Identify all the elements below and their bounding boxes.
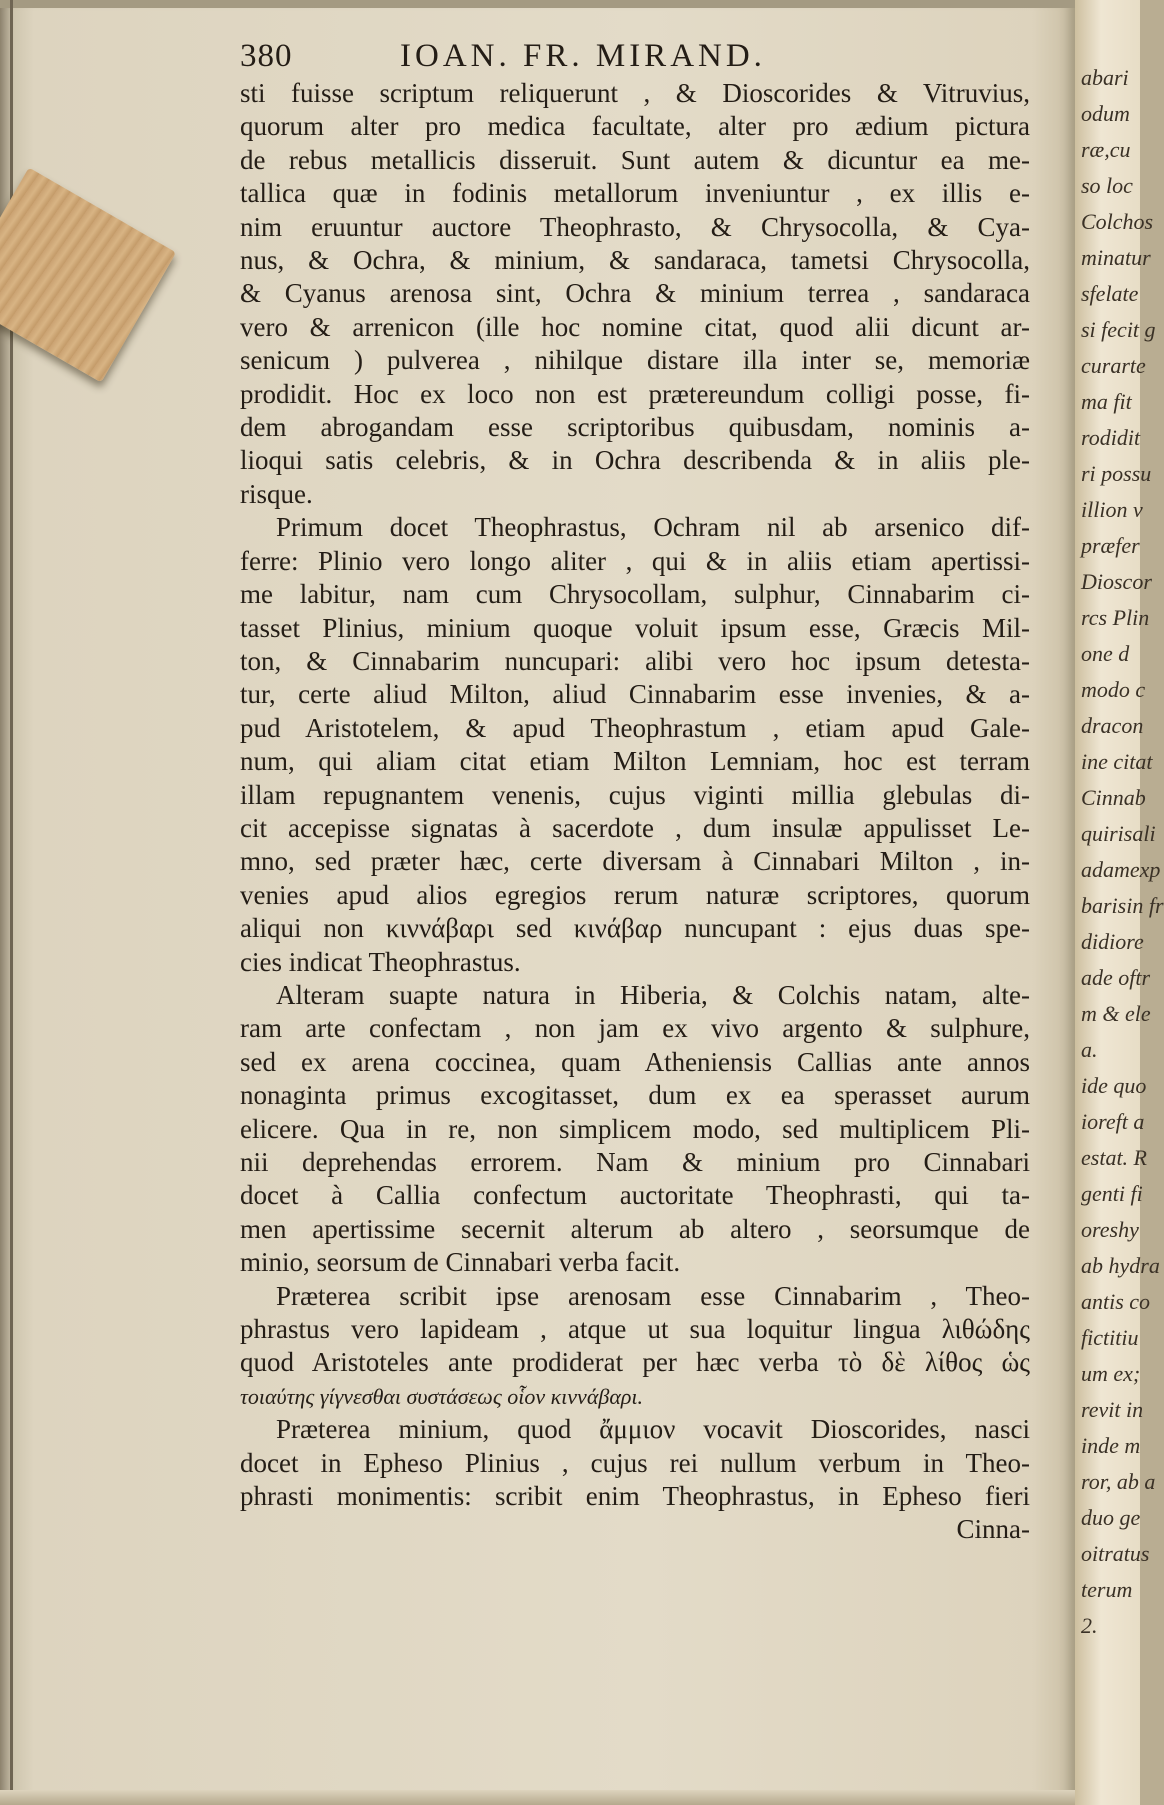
page-number: 380 <box>240 38 293 74</box>
facing-page-fragment: oreshy <box>1081 1217 1139 1242</box>
text-line: nus, & Ochra, & minium, & sandaraca, tametsi Chrysocolla, <box>240 245 1030 276</box>
text-line: nim eruuntur auctore Theophrasto, & Chrysocolla, & Cya- <box>240 211 1030 242</box>
text-line: cies indicat Theophrastus. <box>240 946 521 977</box>
facing-page-fragment: ræ,cu <box>1081 137 1131 162</box>
text-line: Præterea scribit ipse arenosam esse Cinnabarim , Theo- <box>276 1280 1030 1311</box>
facing-page-edge <box>1075 0 1164 1805</box>
facing-page-fragment: ma fit <box>1081 389 1132 414</box>
facing-page-fragment: genti fi <box>1081 1181 1143 1206</box>
facing-page-fragment: one d <box>1081 641 1130 666</box>
text-line: tasset Plinius, minium quoque voluit ipsum esse, Græcis Mil- <box>240 612 1030 643</box>
facing-page-fragment: quirisali <box>1081 821 1156 846</box>
greek-quotation-line: τοιαύτης γίγνεσθαι συστάσεως οἷον κιννάβαρι. <box>240 1383 644 1409</box>
facing-page-fragment: adamexp <box>1081 857 1161 882</box>
facing-page-fragment: ide quo <box>1081 1073 1147 1098</box>
text-line: nonaginta primus excogitasset, dum ex ea sperasset aurum <box>240 1080 1030 1111</box>
facing-page-fragment: modo c <box>1081 677 1146 702</box>
text-line: nii deprehendas errorem. Nam & minium pro Cinnabari <box>240 1147 1030 1177</box>
text-line: Primum docet Theophrastus, Ochram nil ab arsenico dif- <box>276 512 1030 543</box>
text-line: ram arte confectam , non jam ex vivo argento & sulphure, <box>240 1013 1030 1044</box>
text-line: & Cyanus arenosa sint, Ochra & minium terrea , sandaraca <box>240 278 1030 309</box>
facing-page-fragment: estat. R <box>1081 1145 1147 1170</box>
text-line: phrastus vero lapideam , atque ut sua loquitur lingua λιθώδης <box>240 1314 1030 1345</box>
text-line: mno, sed præter hæc, certe diversam à Cinnabari Milton , in- <box>240 846 1030 877</box>
facing-page-fragment: a. <box>1081 1037 1098 1062</box>
facing-page-fragment: ioreft a <box>1081 1109 1145 1134</box>
facing-page-fragment: um ex; <box>1081 1361 1141 1386</box>
facing-page-fragment: didiore <box>1081 929 1144 954</box>
facing-page-fragment: terum <box>1081 1577 1133 1602</box>
text-line: num, qui aliam citat etiam Milton Lemniam, hoc est terram <box>240 746 1030 777</box>
text-line: sti fuisse scriptum reliquerunt , & Dioscorides & Vitruvius, <box>240 78 1030 108</box>
text-line: Præterea minium, quod ἄμμιον vocavit Dioscorides, nasci <box>276 1414 1030 1445</box>
facing-page-fragment: abari <box>1081 65 1129 90</box>
facing-page-fragment: ine citat <box>1081 749 1153 774</box>
facing-page-fragment: ror, ab a <box>1081 1469 1156 1494</box>
text-line: Alteram suapte natura in Hiberia, & Colchis natam, alte- <box>276 979 1030 1010</box>
text-line: phrasti monimentis: scribit enim Theophrastus, in Epheso fieri <box>240 1481 1030 1512</box>
facing-page-fragment: Cinnab <box>1081 785 1146 810</box>
text-line: quorum alter pro medica facultate, alter pro ædium pictura <box>240 111 1030 142</box>
facing-page-fragment: 2. <box>1081 1613 1098 1638</box>
text-line: prodidit. Hoc ex loco non est prætereundum colligi posse, fi- <box>240 378 1030 409</box>
text-line: sed ex arena coccinea, quam Atheniensis Callias ante annos <box>240 1046 1030 1077</box>
facing-page-fragment: antis co <box>1081 1289 1151 1314</box>
facing-page-fragment: præfer <box>1081 533 1140 558</box>
facing-page-fragment: rcs Plin <box>1081 605 1150 630</box>
text-line: quod Aristoteles ante prodiderat per hæc verba τὸ δὲ λίθος ὡς <box>240 1347 1030 1378</box>
text-line: ferre: Plinio vero longo aliter , qui & in aliis etiam apertissi- <box>240 545 1030 576</box>
text-line: illam repugnantem venenis, cujus viginti millia glebulas di- <box>240 779 1030 810</box>
text-line: me labitur, nam cum Chrysocollam, sulphur, Cinnabarim ci- <box>240 579 1030 610</box>
page-top-edge <box>0 0 1075 8</box>
text-line: venies apud alios egregios rerum naturæ scriptores, quorum <box>240 879 1030 910</box>
facing-page-fragment: rodidit <box>1081 425 1141 450</box>
facing-page-fragment: barisin fr <box>1081 893 1164 918</box>
facing-page-fragment: illion v <box>1081 497 1143 522</box>
facing-page-fragment: ade oftr <box>1081 965 1151 990</box>
facing-page-fragment: revit in <box>1081 1397 1144 1422</box>
text-line: minio, seorsum de Cinnabari verba facit. <box>240 1247 681 1278</box>
text-line: docet in Epheso Plinius , cujus rei nullum verbum in Theo- <box>240 1447 1030 1478</box>
facing-page-fragment: duo ge <box>1081 1505 1141 1530</box>
facing-page-fragment: dracon <box>1081 713 1144 738</box>
facing-page-fragment: si fecit g <box>1081 317 1156 342</box>
facing-page-fragment: ri possu <box>1081 461 1152 486</box>
text-line: lioqui satis celebris, & in Ochra describenda & in aliis ple- <box>240 445 1030 476</box>
text-line: senicum ) pulverea , nihilque distare illa inter se, memoriæ <box>240 345 1030 376</box>
facing-page-fragment: m & ele <box>1081 1001 1151 1026</box>
facing-page-fragments <box>1075 60 1164 1644</box>
text-line: dem abrogandam esse scriptoribus quibusdam, nominis a- <box>240 412 1030 443</box>
page-bottom-edge <box>0 1790 1075 1805</box>
facing-page-fragment: so loc <box>1081 173 1133 198</box>
facing-page-fragment: odum <box>1081 101 1130 126</box>
text-line: cit accepisse signatas à sacerdote , dum insulæ appulisset Le- <box>240 812 1030 843</box>
facing-page-fragment: curarte <box>1081 353 1146 378</box>
text-line: aliqui non κιννάβαρι sed κινάβαρ nuncupant : ejus duas spe- <box>240 913 1030 944</box>
text-line: pud Aristotelem, & apud Theophrastum , etiam apud Gale- <box>240 712 1030 743</box>
page-header <box>240 38 1030 75</box>
text-line: de rebus metallicis disseruit. Sunt autem & dicuntur ea me- <box>240 144 1030 175</box>
text-line: tur, certe aliud Milton, aliud Cinnabarim esse invenies, & a- <box>240 679 1030 710</box>
text-line: men apertissime secernit alterum ab altero , seorsumque de <box>240 1213 1030 1244</box>
facing-page-fragment: fictitiu <box>1081 1325 1139 1350</box>
catchword: Cinna- <box>956 1514 1030 1545</box>
facing-page-fragment: Dioscor <box>1081 569 1152 594</box>
text-line: vero & arrenicon (ille hoc nomine citat, quod alii dicunt ar- <box>240 311 1030 342</box>
text-line: tallica quæ in fodinis metallorum inveniuntur , ex illis e- <box>240 178 1030 209</box>
facing-page-fragment: inde m <box>1081 1433 1141 1458</box>
facing-page-fragment: Colchos <box>1081 209 1154 234</box>
text-line: risque. <box>240 478 313 509</box>
facing-page-fragment: oitratus <box>1081 1541 1150 1566</box>
facing-page-fragment: minatur <box>1081 245 1151 270</box>
facing-page-fragment: ab hydra <box>1081 1253 1160 1278</box>
page-text-block <box>240 38 1030 1547</box>
text-line: elicere. Qua in re, non simplicem modo, sed multiplicem Pli- <box>240 1113 1030 1144</box>
text-line: docet à Callia confectum auctoritate Theophrasti, qui ta- <box>240 1180 1030 1211</box>
text-line: ton, & Cinnabarim nuncupari: alibi vero hoc ipsum detesta- <box>240 645 1030 676</box>
running-head: IOAN. FR. MIRAND. <box>400 38 766 74</box>
facing-page-fragment: sfelate <box>1081 281 1139 306</box>
